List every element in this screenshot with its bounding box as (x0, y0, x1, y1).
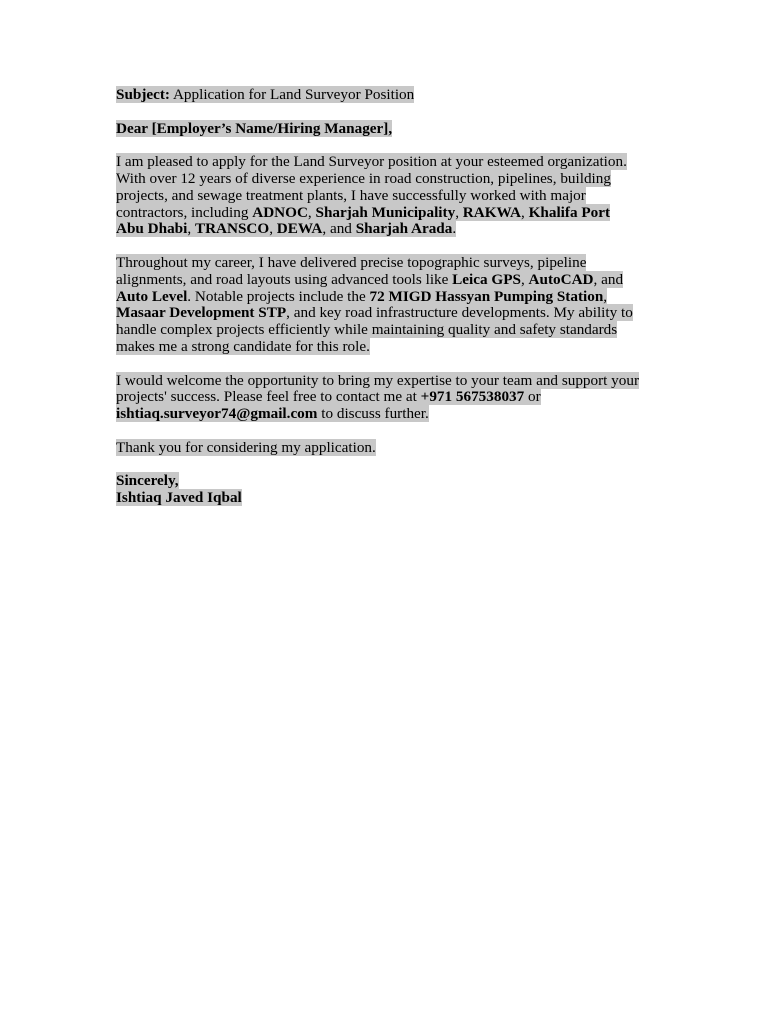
letter-body (116, 87, 656, 524)
paragraph-line: contractors, including ADNOC, Sharjah Municipality, RAKWA, Khalifa Port (116, 203, 611, 221)
paragraph-line: Abu Dhabi, TRANSCO, DEWA, and Sharjah Arada. (116, 220, 457, 238)
project-masaar: Masaar Development STP (116, 304, 287, 322)
tool-leica-gps: Leica GPS (452, 270, 521, 288)
contractor-sharjah-municipality: Sharjah Municipality (315, 203, 456, 221)
closing: Sincerely, (116, 472, 179, 490)
subject-line (116, 87, 656, 104)
contractor-sharjah-arada: Sharjah Arada (355, 220, 453, 238)
paragraph-line: ishtiaq.surveyor74@gmail.com to discuss further. (116, 405, 429, 423)
signature-name: Ishtiaq Javed Iqbal (116, 489, 242, 507)
subject-text: Application for Land Surveyor Position (170, 86, 415, 103)
paragraph-line: projects, and sewage treatment plants, I have successfully worked with major (116, 186, 586, 204)
paragraph-line: With over 12 years of diverse experience in road construction, pipelines, building (116, 169, 611, 187)
project-hassyan: 72 MIGD Hassyan Pumping Station (369, 287, 604, 305)
paragraph-contact (116, 373, 656, 423)
salutation (116, 121, 656, 138)
paragraph-experience (116, 255, 656, 356)
contact-phone: +971 567538037 (420, 388, 525, 406)
paragraph-line: I am pleased to apply for the Land Surveyor position at your esteemed organization. (116, 153, 627, 171)
paragraph-line: makes me a strong candidate for this role. (116, 337, 370, 355)
contractor-abu-dhabi: Abu Dhabi (116, 220, 188, 238)
paragraph-line: projects' success. Please feel free to contact me at +971 567538037 or (116, 388, 541, 406)
salutation-text: Dear [Employer’s Name/Hiring Manager], (116, 119, 393, 137)
tool-autocad: AutoCAD (528, 270, 594, 288)
signature-block (116, 473, 656, 507)
paragraph-line: Throughout my career, I have delivered precise topographic surveys, pipeline (116, 253, 587, 271)
paragraph-line: handle complex projects efficiently while maintaining quality and safety standards (116, 321, 618, 339)
paragraph-line: Masaar Development STP, and key road infrastructure developments. My ability to (116, 304, 633, 322)
contractor-transco: TRANSCO (194, 220, 270, 238)
paragraph-thanks: Thank you for considering my application. (116, 438, 376, 456)
paragraph-intro (116, 154, 656, 238)
tool-auto-level: Auto Level (116, 287, 188, 305)
paragraph-line: I would welcome the opportunity to bring my expertise to your team and support your (116, 371, 640, 389)
subject-label: Subject: (116, 86, 170, 103)
contractor-rakwa: RAKWA (462, 203, 522, 221)
paragraph-line: alignments, and road layouts using advanced tools like Leica GPS, AutoCAD, and (116, 270, 624, 288)
contact-email: ishtiaq.surveyor74@gmail.com (116, 405, 318, 423)
paragraph-line: Auto Level. Notable projects include the 72 MIGD Hassyan Pumping Station, (116, 287, 608, 305)
contractor-khalifa-port: Khalifa Port (528, 203, 611, 221)
contractor-dewa: DEWA (276, 220, 323, 238)
contractor-adnoc: ADNOC (252, 203, 308, 221)
